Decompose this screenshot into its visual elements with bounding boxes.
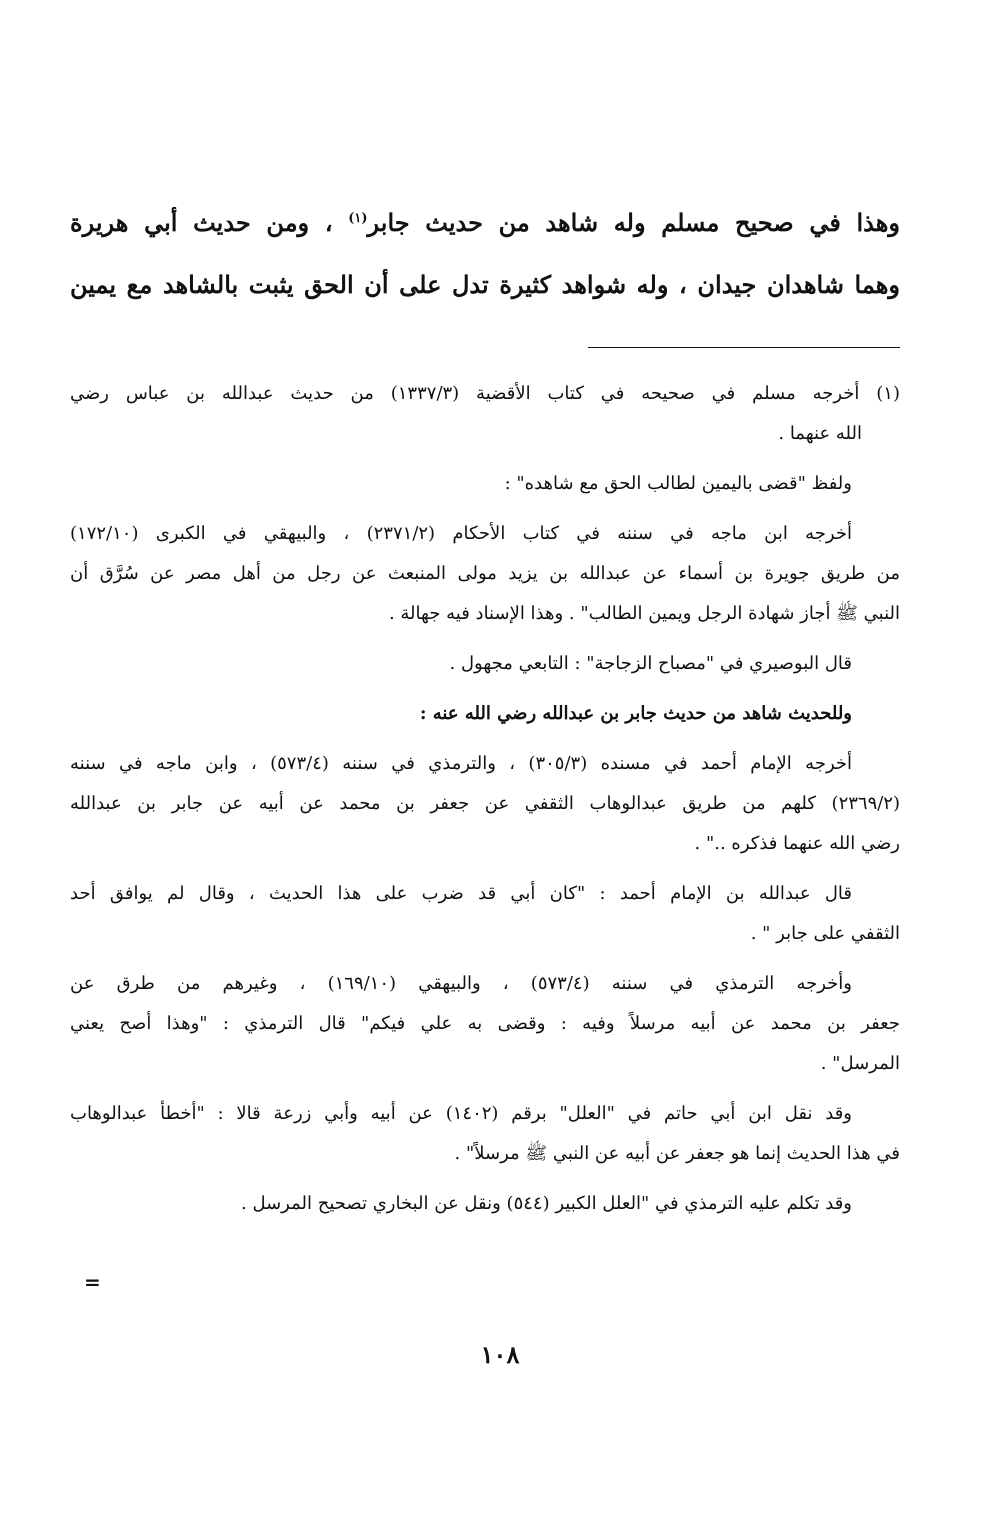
footnote-paragraph <box>70 744 900 864</box>
footnote-line: أخرجه ابن ماجه في سننه في كتاب الأحكام (٢٣٧١/٢) ، والبيهقي في الكبرى (١٧٢/١٠) <box>70 523 852 544</box>
footnote-paragraph <box>70 514 900 634</box>
footnote-line: وقد تكلم عليه الترمذي في "العلل الكبير (٥٤٤) ونقل عن البخاري تصحيح المرسل . <box>241 1193 852 1214</box>
footnote-line: من طريق جويرة بن أسماء عن عبدالله بن يزيد مولى المنبعث عن رجل من أهل مصر عن سُرَّق أن <box>70 563 900 584</box>
footnote-paragraph <box>70 874 900 954</box>
main-text-line-1-end: ، ومن حديث أبي هريرة <box>70 208 349 237</box>
footnote-line: المرسل" . <box>820 1053 900 1074</box>
footnote-line: النبي ﷺ أجاز شهادة الرجل ويمين الطالب" . وهذا الإسناد فيه جهالة . <box>388 603 900 624</box>
footnote-line: (١) أخرجه مسلم في صحيحه في كتاب الأقضية (١٣٣٧/٣) من حديث عبدالله بن عباس رضي <box>70 383 900 404</box>
footnote-line: وقد نقل ابن أبي حاتم في "العلل" برقم (١٤٠٢) عن أبيه وأبي زرعة قالا : "أخطأ عبدالوهاب <box>70 1103 852 1124</box>
footnote-line: وللحديث شاهد من حديث جابر بن عبدالله رضي الله عنه : <box>419 703 852 724</box>
footnotes-block <box>70 374 900 1234</box>
main-text-line-2: وهما شاهدان جيدان ، وله شواهد كثيرة تدل على أن الحق يثبت بالشاهد مع يمين <box>70 270 900 299</box>
footnote-line: وأخرجه الترمذي في سننه (٥٧٣/٤) ، والبيهقي (١٦٩/١٠) ، وغيرهم من طرق عن <box>70 973 853 994</box>
main-text-line-1 <box>70 192 900 254</box>
footnote-reference-1: (١) <box>348 211 368 226</box>
footnote-line: ولفظ "قضى باليمين لطالب الحق مع شاهده" : <box>504 473 852 494</box>
footnote-line: قال عبدالله بن الإمام أحمد : "كان أبي قد ضرب على هذا الحديث ، وقال لم يوافق أحد <box>70 883 852 904</box>
footnote-line: جعفر بن محمد عن أبيه مرسلاً وفيه : وقضى به علي فيكم" قال الترمذي : "وهذا أصح يعني <box>70 1013 900 1034</box>
footnote-line: الله عنهما . <box>778 423 862 444</box>
main-text-line-1-start: وهذا في صحيح مسلم وله شاهد من حديث جابر <box>367 208 900 237</box>
footnote-line: (٢٣٦٩/٢) كلهم من طريق عبدالوهاب الثقفي عن جعفر بن محمد عن أبيه عن جابر بن عبدالله <box>70 793 900 814</box>
footnote-line: الثقفي على جابر " . <box>750 923 900 944</box>
footnote-line: قال البوصيري في "مصباح الزجاجة" : التابعي مجهول . <box>449 653 852 674</box>
footnote-paragraph <box>70 464 900 504</box>
footnote-paragraph <box>70 644 900 684</box>
footnote-paragraph <box>70 694 900 734</box>
footnote-paragraph <box>70 1094 900 1174</box>
footnote-paragraph <box>70 1184 900 1224</box>
continuation-mark: = <box>84 1270 101 1294</box>
page-number: ١٠٨ <box>480 1340 520 1369</box>
footnote-separator <box>588 347 900 348</box>
footnote-line: في هذا الحديث إنما هو جعفر عن أبيه عن النبي ﷺ مرسلاً" . <box>454 1143 900 1164</box>
footnote-line: رضي الله عنهما فذكره .." . <box>694 833 900 854</box>
main-text-block <box>70 192 900 316</box>
footnote-paragraph <box>70 964 900 1084</box>
footnote-paragraph <box>70 374 900 454</box>
footnote-line: أخرجه الإمام أحمد في مسنده (٣٠٥/٣) ، والترمذي في سننه (٥٧٣/٤) ، وابن ماجه في سننه <box>70 753 853 774</box>
